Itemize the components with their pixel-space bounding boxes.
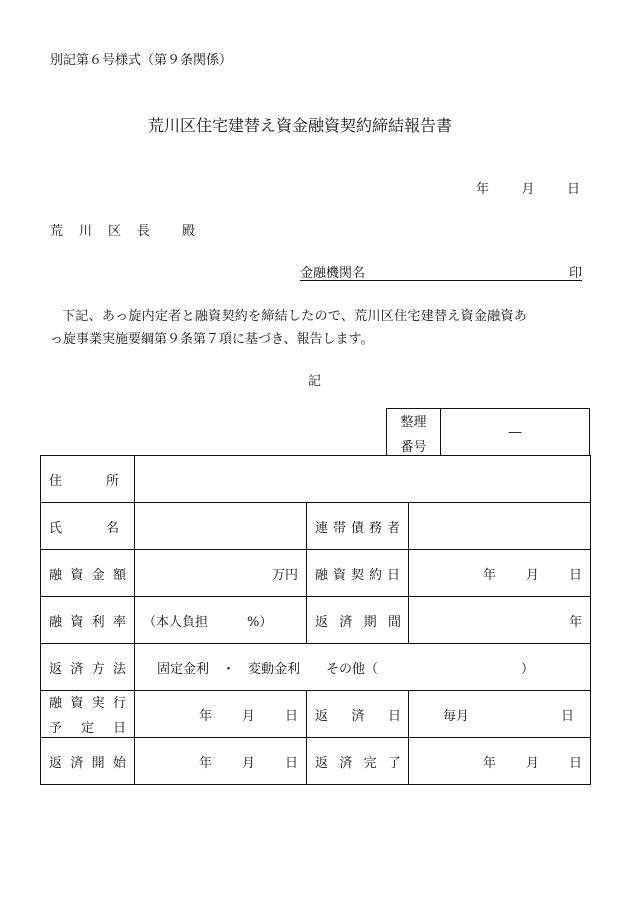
- repay-period-field[interactable]: 年: [409, 597, 591, 644]
- interest-field[interactable]: （本人負担 %）: [135, 597, 307, 644]
- address-field[interactable]: [135, 456, 591, 503]
- addressee: [50, 220, 200, 239]
- form-reference: 別記第６号様式（第９条関係）: [50, 53, 233, 68]
- contract-date-field[interactable]: 年 月 日: [409, 550, 591, 597]
- address-label: 住 所: [41, 456, 135, 503]
- interest-label: 融 資 利 率: [41, 597, 135, 644]
- contract-date-label: 融 資 契 約 日: [307, 550, 409, 597]
- guarantor-label: 連 帯 債 務 者: [307, 503, 409, 550]
- table-row: [41, 597, 591, 644]
- body-line-2: っ旋事業実施要綱第９条第７項に基づき、報告します。: [50, 332, 374, 347]
- report-table: [40, 455, 591, 785]
- table-row: [41, 691, 591, 738]
- addressee-char: 川: [78, 224, 92, 239]
- reference-number-value[interactable]: ―: [508, 425, 522, 440]
- repay-method-label: 返 済 方 法: [41, 644, 135, 691]
- addressee-honorific: 殿: [182, 224, 196, 239]
- table-row: [41, 550, 591, 597]
- addressee-char: 区: [107, 224, 121, 239]
- repay-day-label: 返 済 日: [307, 691, 409, 738]
- date-month: 月: [521, 182, 535, 197]
- institution-label: 金融機関名: [300, 266, 366, 281]
- name-field[interactable]: [135, 503, 307, 550]
- repay-start-field[interactable]: 年 月 日: [135, 738, 307, 785]
- table-row: [41, 738, 591, 785]
- report-date: [476, 178, 580, 197]
- reference-number-label: 整 理 番 号: [387, 409, 441, 456]
- document-title: 荒川区住宅建替え資金融資契約締結報告書: [148, 116, 453, 135]
- addressee-char: 長: [136, 224, 150, 239]
- body-line-1: 下記、あっ旋内定者と融資契約を締結したので、荒川区住宅建替え資金融資あ: [62, 309, 528, 324]
- ki-heading: 記: [308, 374, 322, 389]
- name-label: 氏 名: [41, 503, 135, 550]
- repay-period-label: 返 済 期 間: [307, 597, 409, 644]
- loan-amount-label: 融 資 金 額: [41, 550, 135, 597]
- exec-date-label: 融 資 実 行 予 定 日: [41, 691, 135, 738]
- table-row: [41, 456, 591, 503]
- table-row: [41, 503, 591, 550]
- repay-method-field[interactable]: 固定金利 ・ 変動金利 その他（ ）: [135, 644, 591, 691]
- repay-start-label: 返 済 開 始: [41, 738, 135, 785]
- repay-end-field[interactable]: 年 月 日: [409, 738, 591, 785]
- date-year: 年: [476, 182, 490, 197]
- institution-field[interactable]: [300, 262, 582, 281]
- addressee-char: 荒: [50, 224, 64, 239]
- guarantor-field[interactable]: [409, 503, 591, 550]
- exec-date-field[interactable]: 年 月 日: [135, 691, 307, 738]
- seal-mark: 印: [568, 266, 582, 281]
- table-row: [41, 644, 591, 691]
- loan-amount-field[interactable]: 万円: [135, 550, 307, 597]
- repay-end-label: 返 済 完 了: [307, 738, 409, 785]
- reference-number-box: [386, 408, 590, 456]
- date-day: 日: [566, 182, 580, 197]
- repay-day-field[interactable]: 毎月 日: [409, 691, 591, 738]
